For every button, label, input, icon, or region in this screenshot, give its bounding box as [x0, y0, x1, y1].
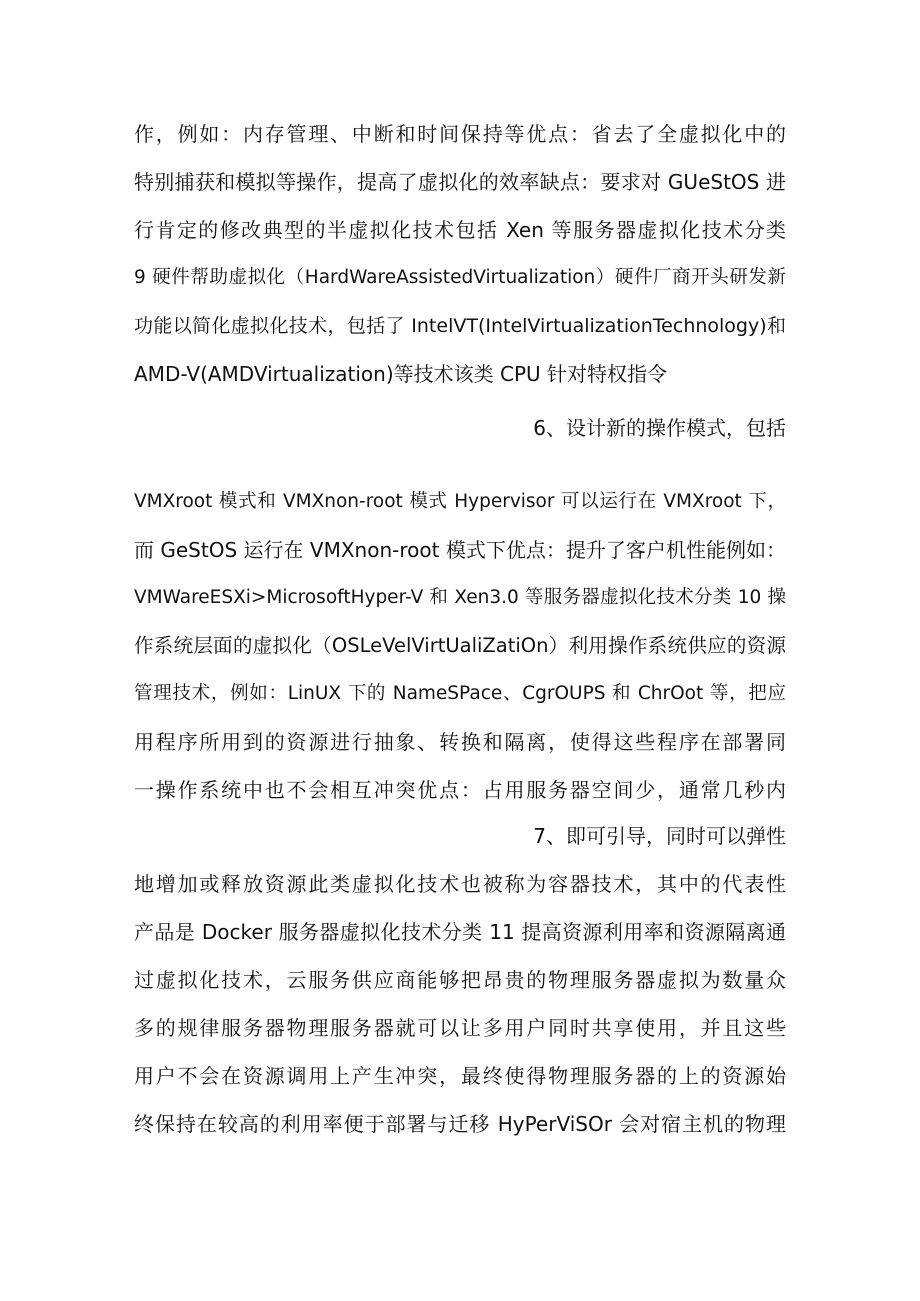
text-line: 过虚拟化技术，云服务供应商能够把昂贵的物理服务器虚拟为数量众 [134, 968, 786, 992]
paragraph-3 [134, 860, 786, 1148]
text-line: 作，例如：内存管理、中断和时间保持等优点：省去了全虚拟化中的 [134, 122, 786, 146]
text-line: 9 硬件帮助虚拟化（HardWareAssistedVirtualization）硬件厂商开头研发新 [134, 267, 786, 288]
text-line: 终保持在较高的利用率便于部署与迁移 HyPerViSOr 会对宿主机的物理 [134, 1112, 786, 1136]
paragraph-1 [134, 110, 786, 398]
text-line: 作系统层面的虚拟化（OSLeVelVirtUaliZatiOn）利用操作系统供应的资源 [134, 634, 786, 657]
text-line: 用户不会在资源调用上产生冲突，最终使得物理服务器的上的资源始 [134, 1064, 786, 1088]
text-line: AMD-V(AMDVirtualization)等技术该类 CPU 针对特权指令 [134, 362, 668, 386]
heading-text: 6、设计新的操作模式，包括 [533, 416, 786, 440]
section-heading-6 [134, 404, 786, 452]
paragraph-2 [134, 478, 786, 814]
text-line: 多的规律服务器物理服务器就可以让多用户同时共享使用，并且这些 [134, 1016, 786, 1040]
text-line: 功能以简化虚拟化技术，包括了 IntelVT(IntelVirtualizationTechnology)和 [134, 315, 786, 337]
text-line: VMWareESXi>MicrosoftHyper-V 和 Xen3.0 等服务器虚拟化技术分类 10 操 [134, 587, 786, 608]
text-line: 产品是 Docker 服务器虚拟化技术分类 11 提高资源利用率和资源隔离通 [134, 920, 786, 944]
text-line: 一操作系统中也不会相互冲突优点：占用服务器空间少，通常几秒内 [134, 778, 786, 802]
text-line: 而 GeStOS 运行在 VMXnon-root 模式下优点：提升了客户机性能例如： [134, 538, 786, 562]
text-line: 用程序所用到的资源进行抽象、转换和隔离，使得这些程序在部署同 [134, 730, 786, 754]
heading-text: 7、即可引导，同时可以弹性 [533, 824, 786, 848]
text-line: 管理技术，例如：LinUX 下的 NameSPace、CgrOUPS 和 ChrOot 等，把应 [134, 683, 786, 704]
text-line: 地增加或释放资源此类虚拟化技术也被称为容器技术，其中的代表性 [134, 872, 786, 896]
section-heading-7 [134, 812, 786, 860]
text-line: VMXroot 模式和 VMXnon-root 模式 Hypervisor 可以运行在 VMXroot 下， [134, 491, 786, 512]
text-line: 特别捕获和模拟等操作，提高了虚拟化的效率缺点：要求对 GUeStOS 进 [134, 170, 786, 194]
text-line: 行肯定的修改典型的半虚拟化技术包括 Xen 等服务器虚拟化技术分类 [134, 218, 786, 242]
